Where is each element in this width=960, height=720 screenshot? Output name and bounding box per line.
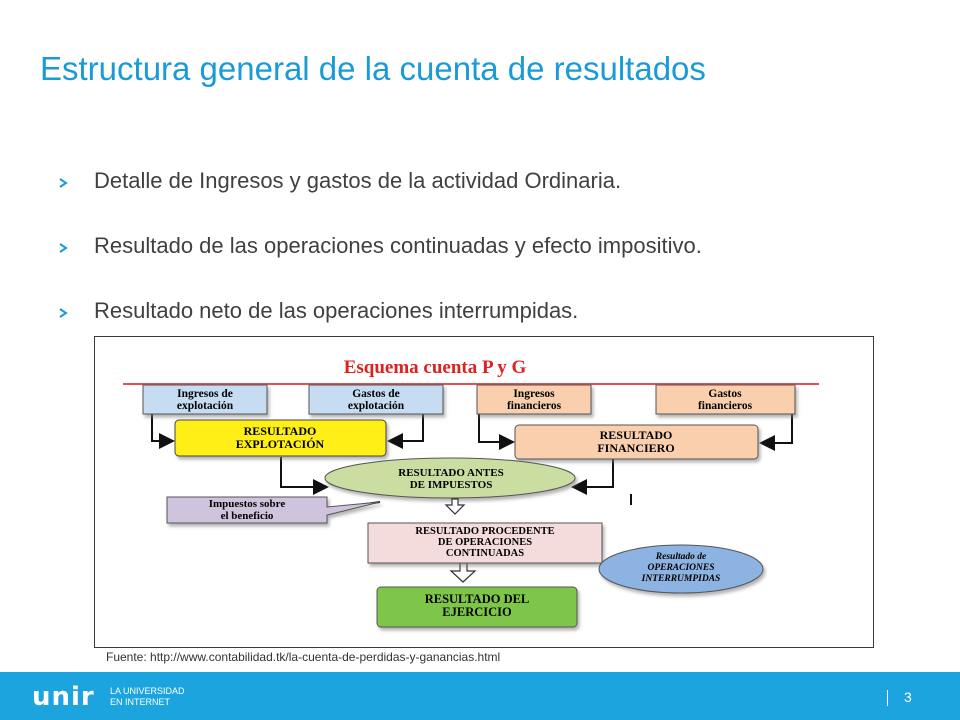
resultado-financiero-box bbox=[515, 425, 758, 459]
svg-text:Gastos deexplotación: Gastos de explotación bbox=[347, 388, 405, 412]
resultado-ejercicio-box bbox=[377, 587, 577, 627]
slide-title: Estructura general de la cuenta de resultados bbox=[40, 50, 706, 87]
gastos-explotacion-box bbox=[309, 385, 443, 414]
page-separator bbox=[887, 690, 888, 706]
svg-text:Resultado deOPERACIONESINTERRU: Resultado de OPERACIONES INTERRUMPIDAS bbox=[641, 552, 721, 584]
resultado-explotacion-box bbox=[175, 420, 386, 456]
ingresos-financieros-box bbox=[477, 385, 591, 414]
bullet-item bbox=[57, 168, 702, 233]
diagram-title: Esquema cuenta P y G bbox=[343, 357, 527, 378]
bullet-text: Detalle de Ingresos y gastos de la actividad Ordinaria. bbox=[94, 168, 622, 193]
svg-text:Gastosfinancieros: Gastos financieros bbox=[697, 388, 753, 412]
bullet-text: Resultado de las operaciones continuadas y efecto impositivo. bbox=[94, 233, 702, 258]
bullet-item bbox=[57, 233, 702, 298]
svg-text:Ingresosfinancieros: Ingresos financieros bbox=[506, 388, 562, 412]
bullet-list bbox=[57, 168, 702, 363]
page-number: 3 bbox=[904, 689, 912, 705]
svg-text:RESULTADO ANTESDE IMPUESTOS: RESULTADO ANTES DE IMPUESTOS bbox=[398, 467, 504, 491]
ingresos-explotacion-box bbox=[143, 385, 267, 414]
logo-wordmark: unir bbox=[32, 682, 95, 712]
svg-text:Impuestos sobreel beneficio: Impuestos sobre el beneficio bbox=[208, 498, 286, 522]
down-arrow-icon bbox=[446, 499, 464, 514]
down-arrow-icon bbox=[451, 563, 475, 582]
resultado-interrumpidas-ellipse bbox=[599, 545, 763, 593]
footer-bar bbox=[0, 672, 960, 720]
source-caption: Fuente: http://www.contabilidad.tk/la-cuenta-de-perdidas-y-ganancias.html bbox=[106, 650, 501, 664]
impuestos-beneficio-box bbox=[167, 497, 380, 523]
chevron-right-icon bbox=[57, 242, 69, 254]
svg-text:RESULTADOFINANCIERO: RESULTADO FINANCIERO bbox=[597, 428, 675, 455]
svg-text:Ingresos deexplotación: Ingresos de explotación bbox=[176, 388, 234, 412]
resultado-antes-impuestos-ellipse bbox=[325, 458, 575, 498]
svg-text:RESULTADO PROCEDENTEDE OPERACI: RESULTADO PROCEDENTE DE OPERACIONES CONTINUADAS bbox=[415, 526, 555, 559]
resultado-continuadas-box bbox=[368, 523, 602, 563]
chevron-right-icon bbox=[57, 307, 69, 319]
chevron-right-icon bbox=[57, 177, 69, 189]
pyg-diagram bbox=[94, 336, 874, 648]
svg-text:RESULTADO DELEJERCICIO: RESULTADO DEL EJERCICIO bbox=[424, 592, 530, 619]
svg-text:RESULTADOEXPLOTACIÓN: RESULTADO EXPLOTACIÓN bbox=[235, 424, 325, 451]
logo-tagline: LA UNIVERSIDAD EN INTERNET bbox=[110, 686, 185, 707]
gastos-financieros-box bbox=[656, 385, 795, 414]
bullet-text: Resultado neto de las operaciones interrumpidas. bbox=[94, 298, 579, 323]
